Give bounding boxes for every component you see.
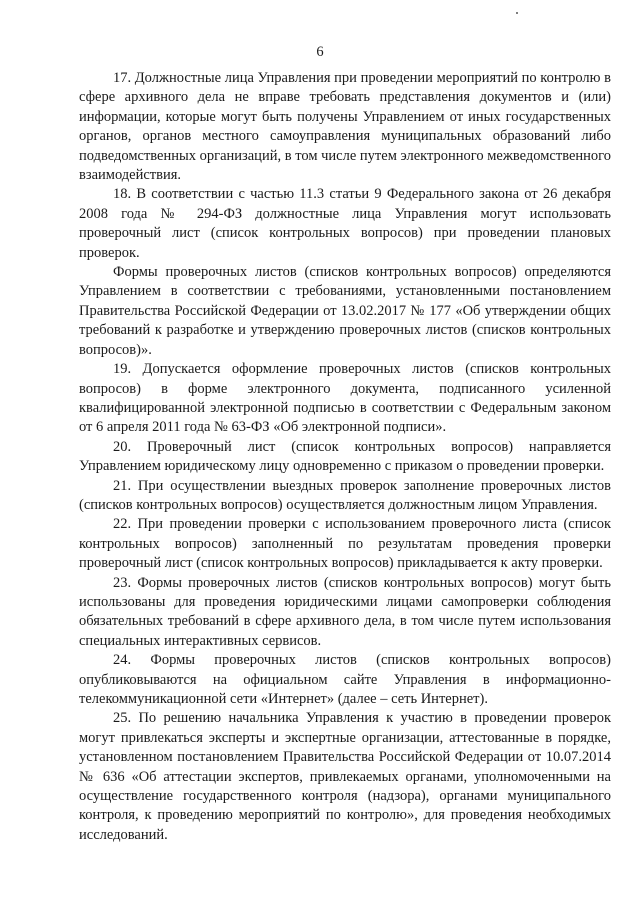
paragraph-22: 22. При проведении проверки с использованием проверочного листа (список контрольных вопросов) заполненный по результатам проведения проверки проверочный лист (список контрольных вопросов) прикладывается к акту проверки. bbox=[79, 516, 611, 572]
document-body bbox=[79, 69, 611, 845]
page-number: 6 bbox=[316, 44, 324, 60]
paragraph-21: 21. При осуществлении выездных проверок заполнение проверочных листов (списков контрольных вопросов) осуществляется должностным лицом Управления. bbox=[79, 477, 611, 513]
paragraph-17: 17. Должностные лица Управления при проведении мероприятий по контролю в сфере архивного дела не вправе требовать представления документов и (или) информации, которые могут быть получены Управлением от иных государственных органов, органов местного самоуправления муниципальных образований либо подведомственных организаций, в том числе путем электронного межведомственного взаимодействия. bbox=[79, 70, 611, 184]
paragraph-24: 24. Формы проверочных листов (списков контрольных вопросов) опубликовываются на официальном сайте Управления в информационно-телекоммуникационной сети «Интернет» (далее – сеть Интернет). bbox=[79, 652, 611, 707]
paragraph-19: 19. Допускается оформление проверочных листов (списков контрольных вопросов) в форме электронного документа, подписанного усиленной квалифицированной электронной подписью в соответствии с Федеральным законом от 6 апреля 2011 года № 63-ФЗ «Об электронной подписи». bbox=[79, 361, 611, 436]
paragraph-23: 23. Формы проверочных листов (списков контрольных вопросов) могут быть использованы для проведения юридическими лицами самопроверки соблюдения обязательных требований в сфере архивного дела, в том числе путем использования специальных интерактивных сервисов. bbox=[79, 574, 611, 649]
paragraph-18: 18. В соответствии с частью 11.3 статьи 9 Федерального закона от 26 декабря 2008 года № 294-ФЗ должностные лица Управления могут использовать проверочный лист (список контрольных вопросов) при проведении плановых проверок. bbox=[79, 186, 611, 261]
paragraph-25: 25. По решению начальника Управления к участию в проведении проверок могут привлекаться эксперты и экспертные организации, аттестованные в порядке, установленном постановлением Правительства Российской Федерации от 10.07.2014 № 636 «Об аттестации экспертов, привлекаемых органами, уполномоченными на осуществление государственного контроля (надзора), органами муниципального контроля, к проведению мероприятий по контролю», для проведения необходимых исследований. bbox=[79, 710, 611, 843]
scan-speck bbox=[516, 12, 518, 14]
paragraph-20: 20. Проверочный лист (список контрольных вопросов) направляется Управлением юридическому лицу одновременно с приказом о проведении проверки. bbox=[79, 438, 611, 475]
paragraph-18-forms: Формы проверочных листов (списков контрольных вопросов) определяются Управлением в соответствии с требованиями, установленными постановлением Правительства Российской Федерации от 13.02.2017 № 177 «Об утверждении общих требований к разработке и утверждению проверочных листов (списков контрольных вопросов)». bbox=[79, 264, 611, 358]
